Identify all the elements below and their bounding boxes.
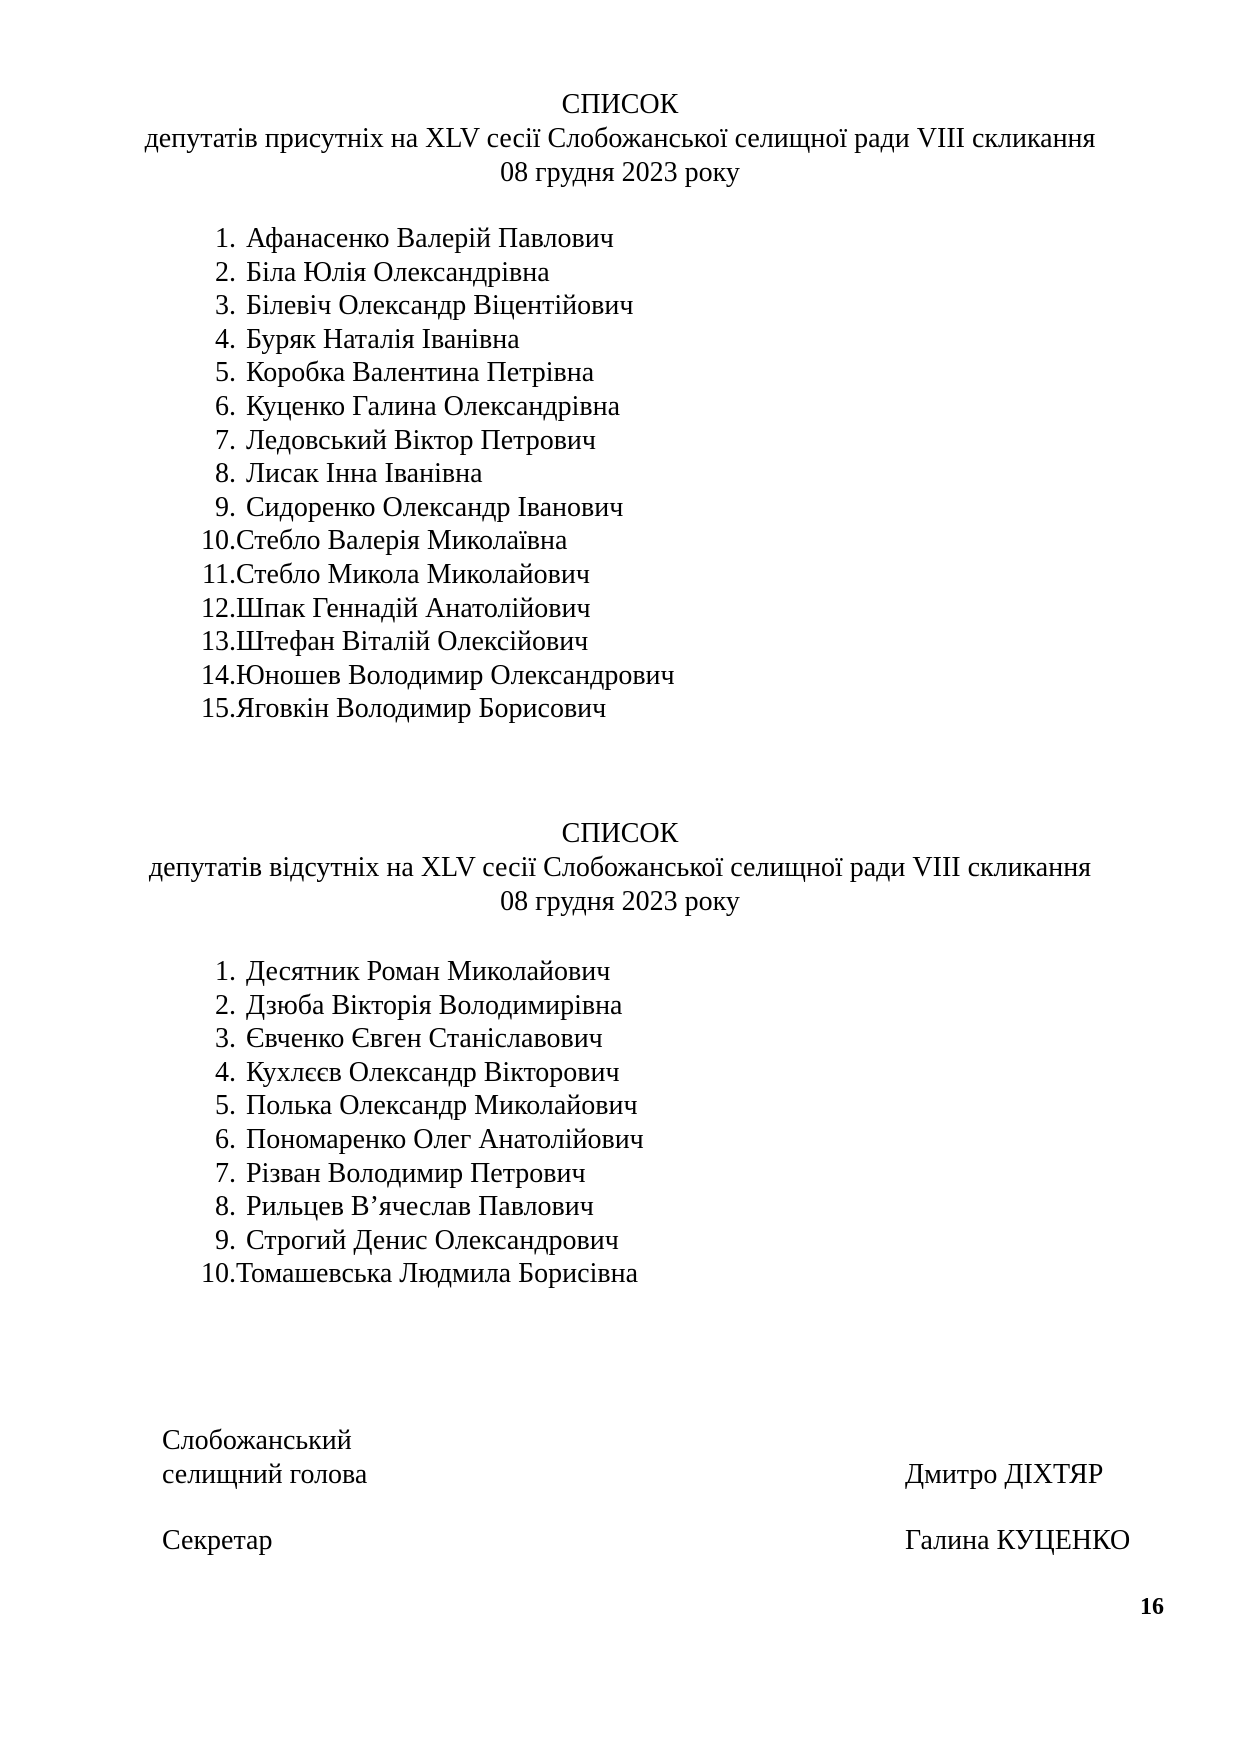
list-item <box>200 955 644 989</box>
list-item <box>200 424 675 458</box>
list-item <box>200 989 644 1023</box>
list-item <box>200 457 675 491</box>
absent-title: СПИСОК <box>561 818 679 849</box>
list-item-name: Буряк Наталія Іванівна <box>246 323 520 355</box>
list-item <box>200 323 675 357</box>
list-item <box>200 1123 644 1157</box>
list-item-number: 8. <box>215 1191 236 1223</box>
list-item-name: Десятник Роман Миколайович <box>246 956 611 987</box>
list-item-number: 4. <box>215 323 236 355</box>
list-item-name: Коробка Валентина Петрівна <box>246 357 595 389</box>
present-subtitle: депутатів присутніх на XLV сесії Слобожанської селищної ради VIII скликання <box>144 123 1096 154</box>
absent-heading <box>0 817 1240 919</box>
list-item-number: 3. <box>215 290 236 322</box>
list-item-number: 2. <box>215 256 236 288</box>
list-item <box>200 659 675 693</box>
list-item <box>200 356 675 390</box>
list-item-number: 3. <box>215 1023 236 1055</box>
list-item <box>200 256 675 290</box>
list-item-number: 9. <box>215 491 236 523</box>
list-item-number: 6. <box>215 390 236 422</box>
list-item <box>200 222 675 256</box>
list-item <box>200 558 675 592</box>
list-item-number: 7. <box>215 1157 236 1189</box>
list-item-name: Томашевська Людмила Борисівна <box>236 1258 639 1290</box>
present-deputies-list <box>200 222 675 726</box>
list-item-name: Куценко Галина Олександрівна <box>246 390 621 422</box>
list-item-number: 1. <box>215 223 236 254</box>
list-item-number: 11. <box>202 558 236 590</box>
list-item-name: Євченко Євген Станіславович <box>246 1023 603 1055</box>
list-item-name: Кухлєєв Олександр Вікторович <box>246 1056 620 1088</box>
list-item <box>200 1224 644 1258</box>
list-item-name: Шпак Геннадій Анатолійович <box>236 592 591 624</box>
list-item-name: Штефан Віталій Олексійович <box>236 626 589 658</box>
secretary-name: Галина КУЦЕНКО <box>905 1525 1131 1556</box>
list-item-name: Сидоренко Олександр Іванович <box>246 491 624 523</box>
list-item-number: 6. <box>215 1123 236 1155</box>
list-item-name: Пономаренко Олег Анатолійович <box>246 1123 644 1155</box>
list-item-name: Біла Юлія Олександрівна <box>246 256 550 288</box>
list-item <box>200 1190 644 1224</box>
list-item <box>200 1056 644 1090</box>
list-item <box>200 524 675 558</box>
list-item-number: 5. <box>215 357 236 389</box>
list-item <box>200 1257 644 1291</box>
list-item-number: 14. <box>201 659 236 691</box>
list-item <box>200 1157 644 1191</box>
list-item-number: 7. <box>215 424 236 456</box>
list-item-number: 1. <box>215 956 236 987</box>
present-heading <box>0 88 1240 190</box>
list-item-number: 8. <box>215 458 236 490</box>
list-item-name: Стебло Микола Миколайович <box>236 558 590 590</box>
list-item-number: 2. <box>215 989 236 1021</box>
list-item-name: Строгий Денис Олександрович <box>246 1224 619 1256</box>
list-item-name: Яговкін Володимир Борисович <box>236 693 607 725</box>
list-item-name: Білевіч Олександр Віцентійович <box>246 290 634 322</box>
list-item <box>200 1089 644 1123</box>
list-item-number: 10. <box>201 525 236 557</box>
list-item-number: 13. <box>201 626 236 658</box>
list-item-number: 9. <box>215 1224 236 1256</box>
page-number: 16 <box>1140 1594 1164 1620</box>
list-item <box>200 289 675 323</box>
absent-subtitle: депутатів відсутніх на XLV сесії Слобожанської селищної ради VIII скликання <box>148 852 1092 883</box>
list-item-number: 4. <box>215 1056 236 1088</box>
absent-deputies-list <box>200 955 644 1291</box>
list-item-name: Різван Володимир Петрович <box>246 1157 586 1189</box>
list-item-number: 12. <box>201 592 236 624</box>
list-item <box>200 390 675 424</box>
list-item-name: Лисак Інна Іванівна <box>246 458 483 490</box>
list-item <box>200 625 675 659</box>
present-date: 08 грудня 2023 року <box>500 157 740 188</box>
head-title-line1: Слобожанський <box>162 1425 352 1456</box>
list-item <box>200 491 675 525</box>
list-item-name: Полька Олександр Миколайович <box>246 1090 638 1122</box>
list-item-name: Афанасенко Валерій Павлович <box>246 223 614 254</box>
list-item <box>200 692 675 726</box>
list-item-name: Рильцев В’ячеслав Павлович <box>246 1191 594 1223</box>
present-title: СПИСОК <box>561 89 679 120</box>
secretary-title: Секретар <box>162 1525 273 1556</box>
list-item-name: Юношев Володимир Олександрович <box>236 659 675 691</box>
absent-date: 08 грудня 2023 року <box>500 886 740 917</box>
list-item <box>200 1022 644 1056</box>
list-item-name: Стебло Валерія Миколаївна <box>236 525 568 557</box>
list-item-name: Дзюба Вікторія Володимирівна <box>246 989 623 1021</box>
head-title-line2: селищний голова <box>162 1459 368 1490</box>
list-item-number: 10. <box>201 1258 236 1290</box>
list-item-number: 5. <box>215 1090 236 1122</box>
list-item-number: 15. <box>201 693 236 725</box>
list-item <box>200 592 675 626</box>
list-item-name: Ледовський Віктор Петрович <box>246 424 596 456</box>
head-name: Дмитро ДІХТЯР <box>905 1459 1104 1490</box>
